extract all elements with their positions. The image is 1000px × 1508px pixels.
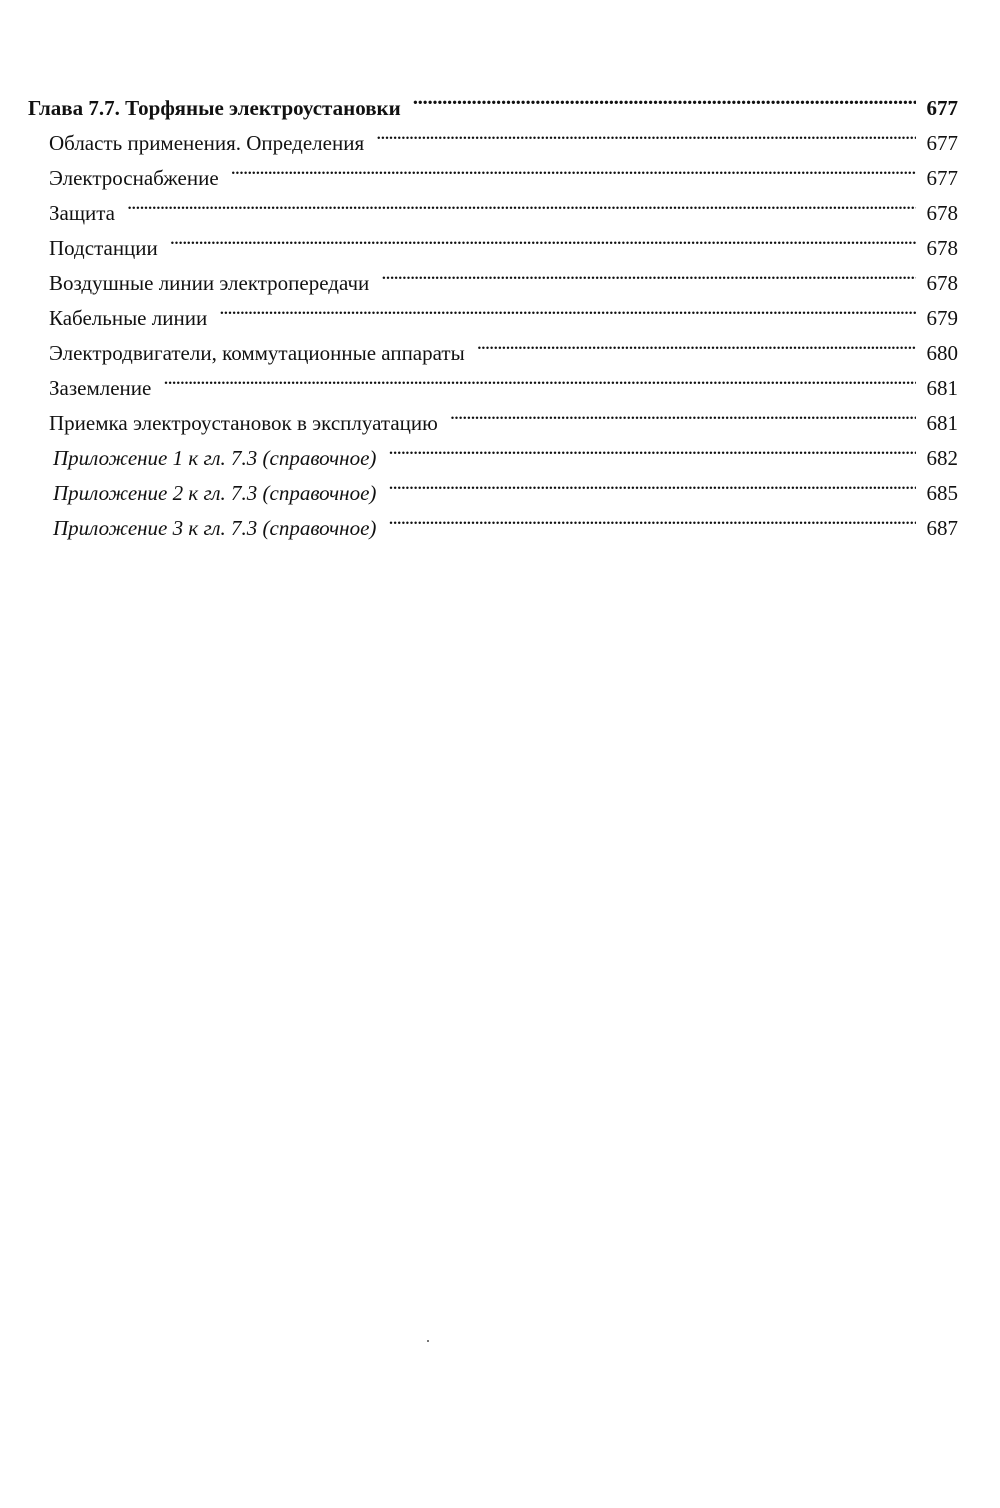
toc-page-number: 677 (926, 96, 958, 120)
toc-section-entry[interactable] (28, 360, 958, 400)
toc-entry-title: Воздушные линии электропередачи (49, 271, 370, 295)
toc-page-number: 685 (926, 481, 958, 505)
toc-page-number: 679 (926, 306, 958, 330)
dot-leader (413, 80, 916, 115)
toc-section-entry[interactable] (28, 255, 958, 295)
toc-entry-title: Глава 7.7. Торфяные электроустановки (28, 96, 401, 120)
toc-entry-title: Кабельные линии (49, 306, 208, 330)
toc-chapter-entry[interactable] (28, 80, 958, 120)
scan-speck (427, 1340, 429, 1342)
dot-leader (127, 185, 916, 220)
dot-leader (450, 395, 916, 430)
toc-entry-title: Заземление (49, 376, 152, 400)
toc-section-entry[interactable] (28, 185, 958, 225)
toc-entry-title: Защита (49, 201, 116, 225)
dot-leader (231, 150, 916, 185)
toc-page-number: 680 (926, 341, 958, 365)
toc-page-number: 678 (926, 271, 958, 295)
toc-entry-title: Область применения. Определения (49, 131, 365, 155)
dot-leader (163, 360, 916, 395)
toc-page-number: 677 (926, 131, 958, 155)
toc-entry-title: Приложение 3 к гл. 7.3 (справочное) (53, 516, 377, 540)
toc-entry-title: Электроснабжение (49, 166, 219, 190)
dot-leader (170, 220, 916, 255)
toc-entry-title: Приложение 2 к гл. 7.3 (справочное) (53, 481, 377, 505)
dot-leader (477, 325, 916, 360)
toc-page-number: 678 (926, 201, 958, 225)
toc-page-number: 682 (926, 446, 958, 470)
toc-section-entry[interactable] (28, 220, 958, 260)
dot-leader (376, 115, 916, 150)
dot-leader (381, 255, 916, 290)
toc-entry-title: Приемка электроустановок в эксплуатацию (49, 411, 438, 435)
toc-page-number: 687 (926, 516, 958, 540)
table-of-contents (28, 80, 958, 540)
toc-entry-title: Приложение 1 к гл. 7.3 (справочное) (53, 446, 377, 470)
dot-leader (388, 465, 916, 500)
toc-section-entry[interactable] (28, 395, 958, 435)
toc-page-number: 681 (926, 376, 958, 400)
dot-leader (388, 430, 916, 465)
toc-page-number: 681 (926, 411, 958, 435)
toc-entry-title: Электродвигатели, коммутационные аппараты (49, 341, 465, 365)
toc-entry-title: Подстанции (49, 236, 158, 260)
dot-leader (388, 500, 916, 535)
toc-page-number: 678 (926, 236, 958, 260)
toc-page-number: 677 (926, 166, 958, 190)
dot-leader (219, 290, 916, 325)
